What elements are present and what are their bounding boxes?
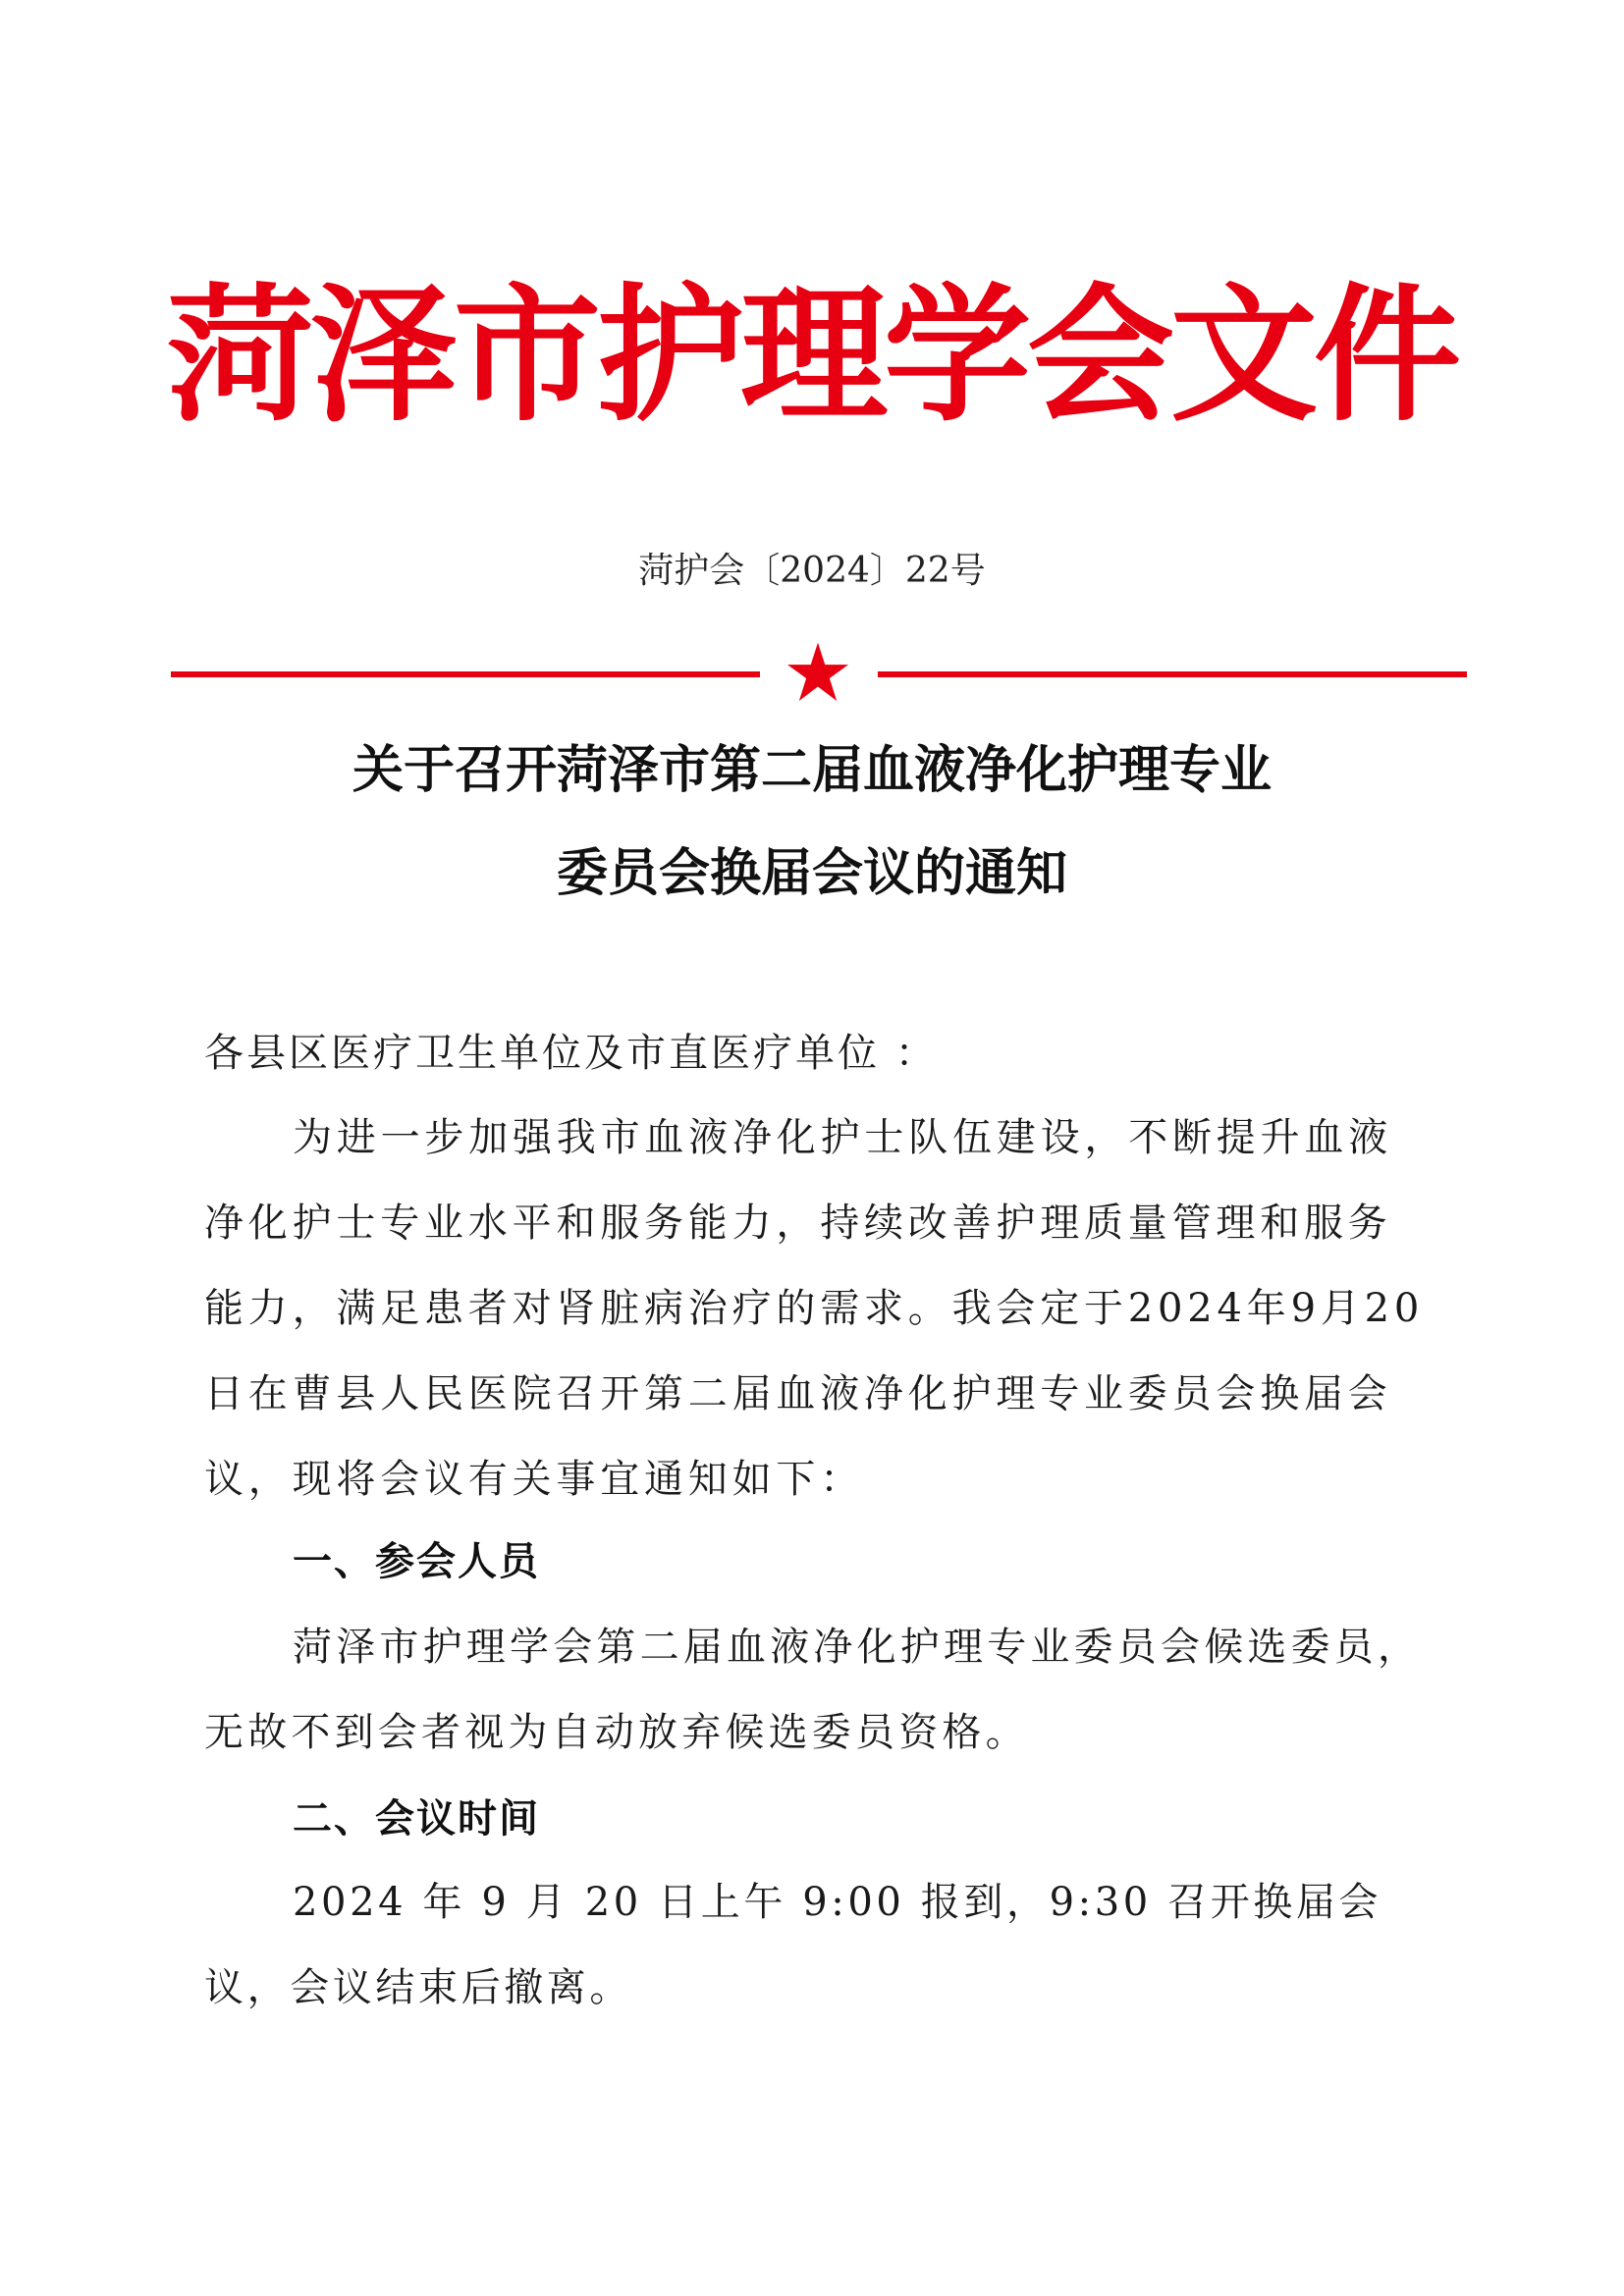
section-heading-participants: 一、参会人员 [293, 1539, 540, 1584]
notice-title-line-2: 委员会换届会议的通知 [556, 843, 1067, 903]
addressee: 各县区医疗卫生单位及市直医疗单位 ： [204, 1031, 938, 1076]
star-icon [785, 640, 850, 705]
section-heading-time: 二、会议时间 [293, 1796, 540, 1842]
intro-paragraph: 为进一步加强我市血液净化护士队伍建设，不断提升血液净化护士专业水平和服务能力，持续改善护理质量管理和服务能力，满足患者对肾脏病治疗的需求。我会定于2024年9月20日在曹县人民医院召开第二届血液净化护理专业委员会换届会议，现将会议有关事宜通知如下： [204, 1115, 1425, 1502]
time-paragraph: 2024 年 9 月 20 日上午 9:00 报到，9:30 召开换届会议，会议结束后撤离。 [204, 1880, 1382, 2010]
participants-paragraph: 菏泽市护理学会第二届血液净化护理专业委员会候选委员，无故不到会者视为自动放弃候选委员资格。 [204, 1625, 1422, 1755]
notice-title-line-1: 关于召开菏泽市第二届血液净化护理专业 [352, 740, 1272, 800]
document-number: 菏护会〔2024〕22号 [638, 551, 986, 591]
divider-line-left [171, 671, 760, 677]
divider-line-right [878, 671, 1467, 677]
document-masthead: 菏泽市护理学会文件 [166, 269, 1457, 442]
